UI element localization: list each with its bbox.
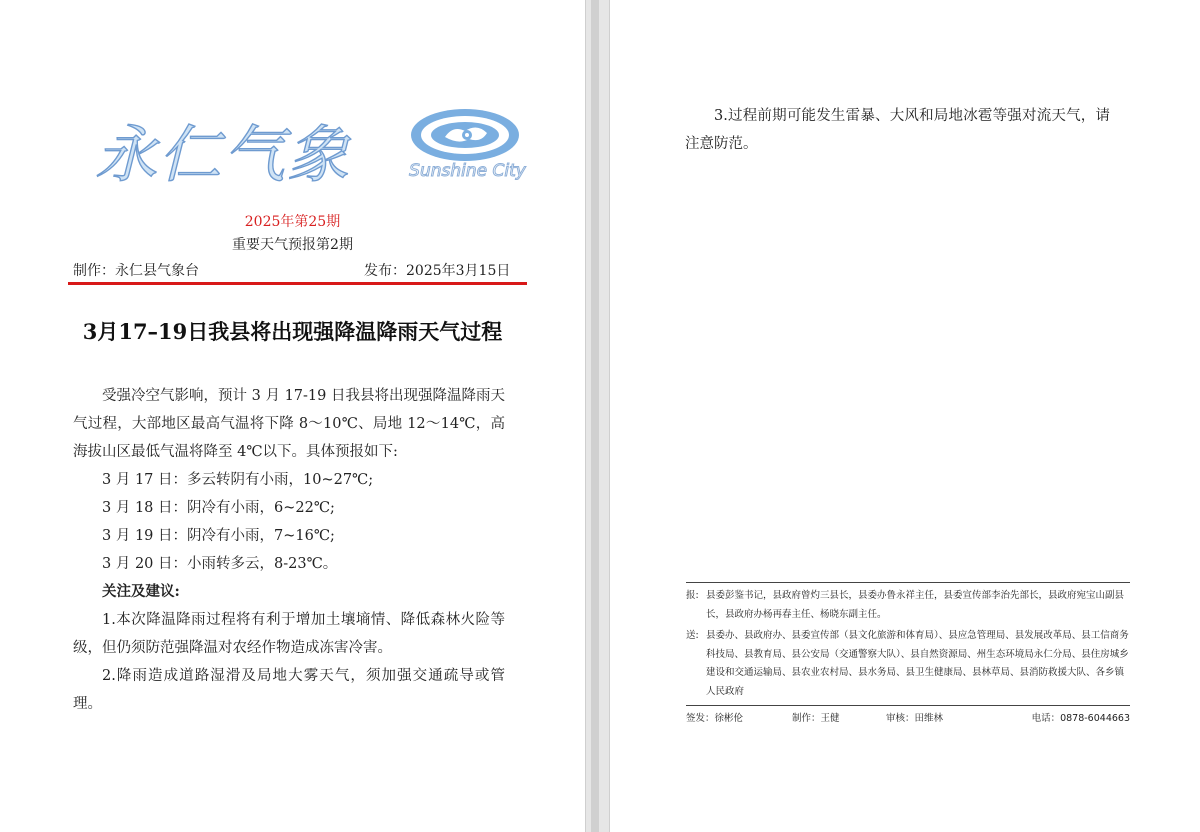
right-page-body: [685, 102, 1110, 158]
intro-paragraph: 受强冷空气影响，预计 3 月 17-19 日我县将出现强降温降雨天气过程，大部地区最高气温将下降 8～10℃、局地 12～14℃，高海拔山区最低气温将降至 4℃以下。具体预报如下:: [73, 388, 505, 460]
issue-number: 2025年第25期: [244, 214, 341, 230]
document-headline: 3月17–19日我县将出现强降温降雨天气过程: [82, 319, 503, 344]
bulletin-number: 重要天气预报第2期: [232, 237, 353, 253]
producer-line: 制作：永仁县气象台: [73, 263, 199, 279]
report-recipients: 县委彭鉴书记，县政府曾灼三县长，县委办鲁永祥主任，县委宣传部李治先部长，县政府宛宝山副县长，县政府办杨再春主任、杨晓东副主任。: [706, 590, 1125, 620]
advice-heading: 关注及建议:: [102, 583, 180, 600]
document-body: [73, 382, 505, 718]
send-label: 送:: [686, 630, 699, 641]
footer-bottom-rule: [686, 705, 1130, 706]
publish-date: 发布：2025年3月15日: [364, 263, 511, 279]
forecast-line: 3 月 18 日：阴冷有小雨，6~22℃;: [102, 500, 335, 516]
forecast-line: 3 月 20 日：小雨转多云，8-23℃。: [102, 556, 338, 572]
maker: 制作：王健: [792, 713, 840, 724]
reviewer: 审核：田维林: [886, 713, 944, 724]
forecast-line: 3 月 19 日：阴冷有小雨，7~16℃;: [102, 528, 335, 544]
logo-text: Sunshine City: [409, 161, 526, 181]
scrollbar[interactable]: [591, 0, 599, 832]
report-label: 报:: [686, 590, 699, 601]
distribution-block: [686, 587, 1130, 701]
advice-paragraph: 3.过程前期可能发生雷暴、大风和局地冰雹等强对流天气，请注意防范。: [685, 108, 1110, 152]
report-row: [686, 587, 1130, 624]
phone-number: 电话：0878-6044663: [1031, 713, 1130, 724]
forecast-line: 3 月 17 日：多云转阴有小雨，10~27℃;: [102, 472, 374, 488]
advice-paragraph: 2.降雨造成道路湿滑及局地大雾天气，须加强交通疏导或管理。: [73, 668, 505, 712]
red-divider: [68, 282, 527, 285]
sunshine-city-logo: [405, 105, 530, 190]
footer-top-rule: [686, 582, 1130, 583]
send-row: [686, 627, 1130, 701]
send-recipients: 县委办、县政府办、县委宣传部（县文化旅游和体育局）、县应急管理局、县发展改革局、县工信商务科技局、县教育局、县公安局（交通警察大队）、县自然资源局、州生态环境局永仁分局、县住房城乡建设和交通运输局、县农业农村局、县水务局、县卫生健康局、县林草局、县消防救援大队、各乡镇人民政府: [706, 630, 1129, 697]
advice-paragraph: 1.本次降温降雨过程将有利于增加土壤墒情、降低森林火险等级，但仍须防范强降温对农经作物造成冻害冷害。: [73, 612, 505, 656]
masthead-title: 永仁气象: [95, 118, 352, 191]
signer: 签发：徐彬伦: [686, 713, 744, 724]
